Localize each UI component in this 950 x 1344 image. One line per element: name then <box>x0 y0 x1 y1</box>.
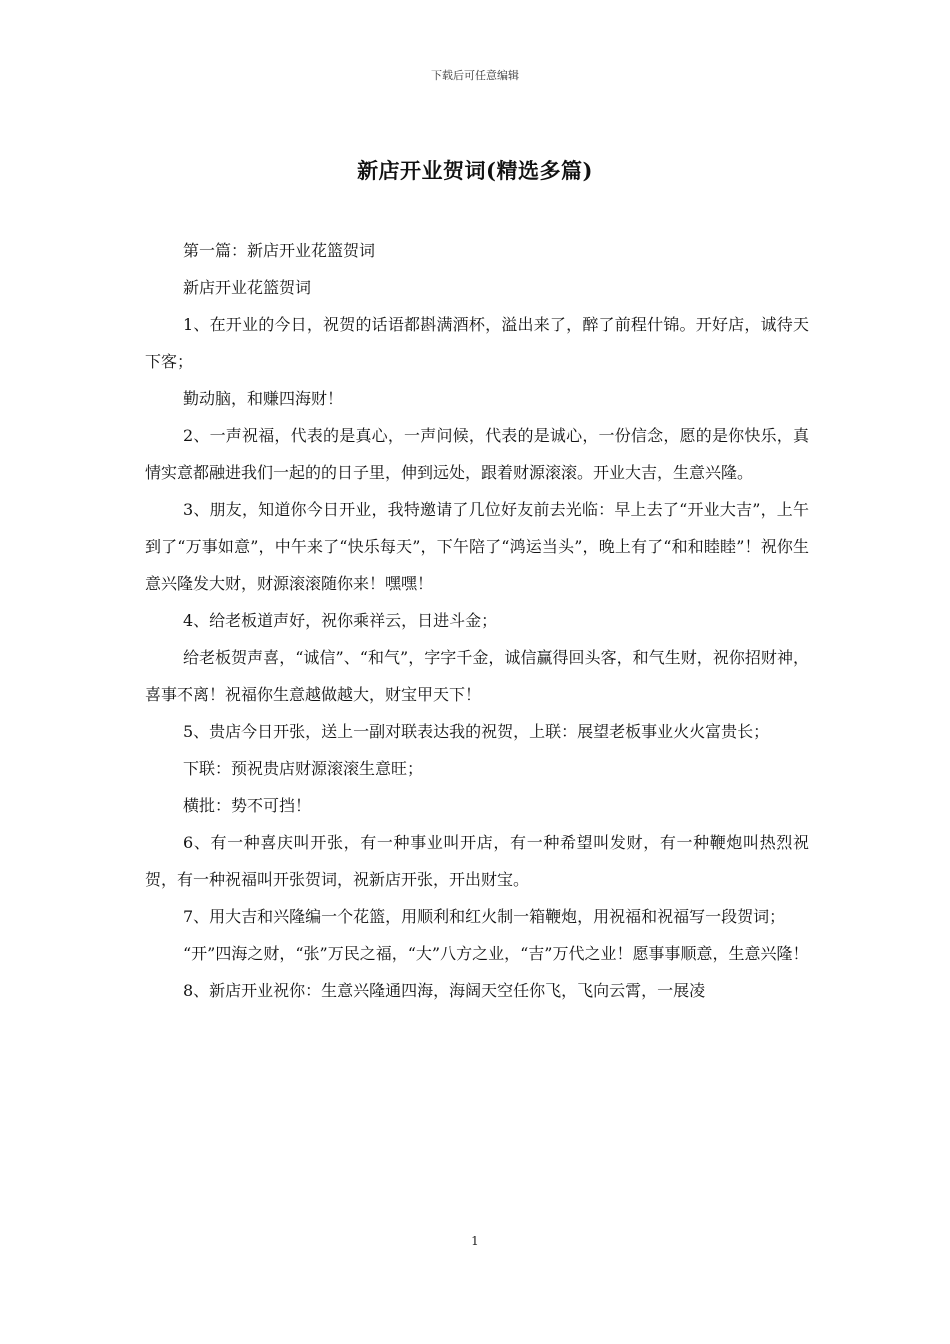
paragraph: 给老板贺声喜，“诚信”、“和气”，字字千金，诚信赢得回头客，和气生财，祝你招财神，喜事不离！祝福你生意越做越大，财宝甲天下！ <box>145 648 809 704</box>
paragraph: 6、有一种喜庆叫开张，有一种事业叫开店，有一种希望叫发财，有一种鞭炮叫热烈祝贺，有一种祝福叫开张贺词，祝新店开张，开出财宝。 <box>145 833 809 889</box>
page-header-note: 下载后可任意编辑 <box>431 69 519 82</box>
paragraph: 4、给老板道声好，祝你乘祥云，日进斗金； <box>183 611 498 630</box>
paragraph: 横批：势不可挡！ <box>183 796 312 815</box>
paragraph: 1、在开业的今日，祝贺的话语都斟满酒杯，溢出来了，醉了前程什锦。开好店，诚待天下客； <box>145 315 809 371</box>
document-body <box>145 232 809 1009</box>
paragraph: 3、朋友，知道你今日开业，我特邀请了几位好友前去光临：早上去了“开业大吉”，上午到了“万事如意”，中午来了“快乐每天”，下午陪了“鸿运当头”，晚上有了“和和睦睦”！祝你生意兴隆发大财，财源滚滚随你来！嘿嘿！ <box>145 500 809 593</box>
paragraph: 7、用大吉和兴隆编一个花篮，用顺利和红火制一箱鞭炮，用祝福和祝福写一段贺词； <box>183 907 786 926</box>
paragraph: 8、新店开业祝你：生意兴隆通四海，海阔天空任你飞，飞向云霄，一展凌 <box>183 981 706 1000</box>
paragraph: 2、一声祝福，代表的是真心，一声问候，代表的是诚心，一份信念，愿的是你快乐，真情实意都融进我们一起的的日子里，伸到远处，跟着财源滚滚。开业大吉，生意兴隆。 <box>145 426 809 482</box>
paragraph: 5、贵店今日开张，送上一副对联表达我的祝贺，上联：展望老板事业火火富贵长； <box>183 722 770 741</box>
paragraph: 勤动脑，和赚四海财！ <box>183 389 344 408</box>
paragraph: “开”四海之财，“张”万民之福，“大”八方之业，“吉”万代之业！愿事事顺意，生意兴隆！ <box>183 944 809 963</box>
paragraph: 下联：预祝贵店财源滚滚生意旺； <box>183 759 424 778</box>
document-title: 新店开业贺词(精选多篇) <box>357 158 593 183</box>
page-number: 1 <box>471 1234 479 1248</box>
subheading: 新店开业花篮贺词 <box>183 278 312 297</box>
section-heading: 第一篇：新店开业花篮贺词 <box>183 241 376 260</box>
